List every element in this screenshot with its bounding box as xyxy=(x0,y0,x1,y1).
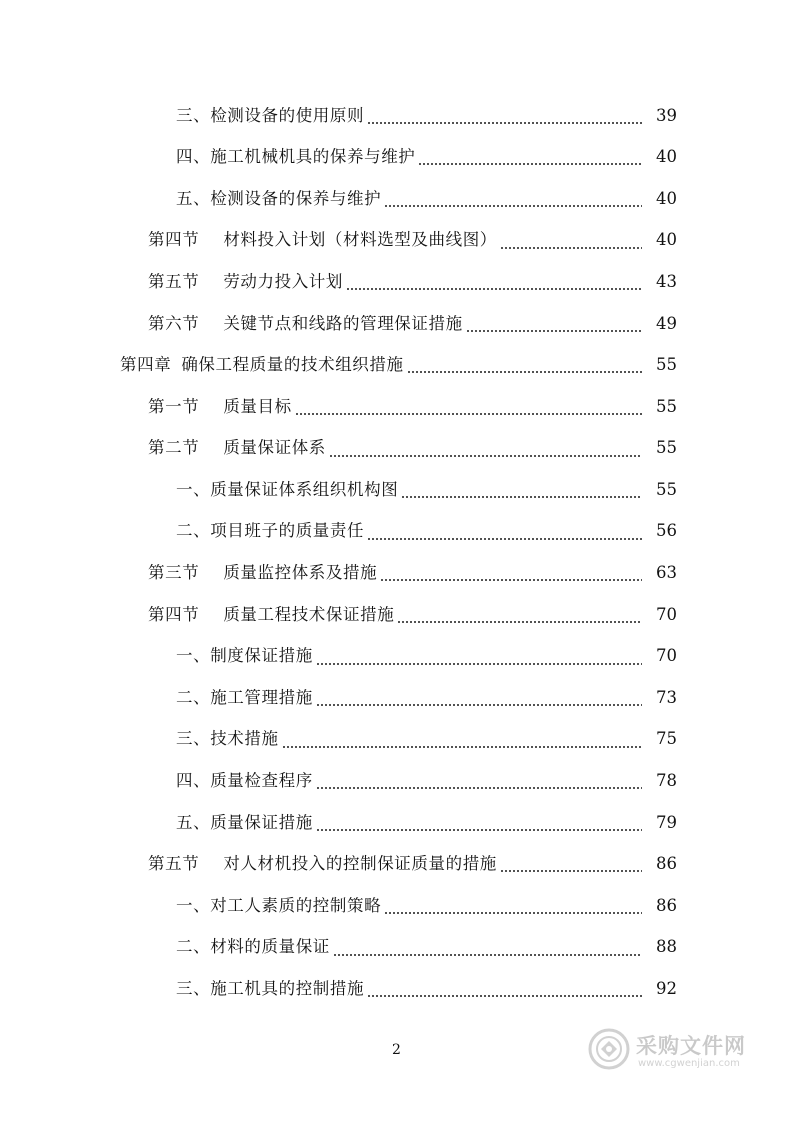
toc-entry[interactable] xyxy=(0,553,793,595)
watermark-title: 采购文件网 xyxy=(636,1034,746,1058)
toc-entry[interactable] xyxy=(0,345,793,387)
toc-dot-leader xyxy=(397,612,642,624)
toc-entry-page-number: 73 xyxy=(656,687,677,707)
toc-entry[interactable] xyxy=(0,968,793,1010)
toc-entry-text xyxy=(176,981,364,998)
toc-dot-leader xyxy=(384,196,642,208)
toc-entry-title: 质量目标 xyxy=(223,396,292,416)
toc-entry-page-number: 49 xyxy=(656,313,677,333)
toc-entry-page-number: 79 xyxy=(656,812,677,832)
toc-entry-page-number: 55 xyxy=(656,479,677,499)
toc-entry-prefix: 四、 xyxy=(176,147,211,167)
toc-entry-page-number: 88 xyxy=(656,937,677,957)
toc-entry-prefix: 第四章 xyxy=(120,355,172,375)
toc-entry-text xyxy=(148,565,377,582)
toc-entry-prefix: 二、 xyxy=(176,687,211,707)
toc-entry-page-number: 86 xyxy=(656,895,677,915)
toc-dot-leader xyxy=(418,154,642,166)
toc-entry-page-number: 75 xyxy=(656,729,677,749)
toc-entry[interactable] xyxy=(0,927,793,969)
toc-entry[interactable] xyxy=(0,719,793,761)
toc-entry-text xyxy=(176,648,313,665)
toc-entry[interactable] xyxy=(0,636,793,678)
toc-entry-prefix: 三、 xyxy=(176,729,211,749)
toc-entry-title: 检测设备的保养与维护 xyxy=(210,188,382,208)
toc-dot-leader xyxy=(380,570,642,582)
toc-dot-leader xyxy=(316,778,642,790)
toc-entry-prefix: 四、 xyxy=(176,771,211,791)
toc-entry-prefix: 第一节 xyxy=(148,396,200,416)
toc-entry-title: 检测设备的使用原则 xyxy=(210,105,365,125)
watermark-logo-icon xyxy=(588,1028,630,1070)
toc-entry-text xyxy=(148,313,463,333)
toc-dot-leader xyxy=(316,820,642,832)
toc-entry-prefix: 第四节 xyxy=(148,604,200,624)
toc-entry-text xyxy=(176,731,279,748)
toc-entry-text xyxy=(176,939,330,956)
toc-dot-leader xyxy=(367,529,642,541)
toc-dot-leader xyxy=(295,404,642,416)
toc-dot-leader xyxy=(346,279,642,291)
toc-entry-text xyxy=(176,895,382,915)
toc-entry-page-number: 63 xyxy=(656,563,677,583)
toc-entry-prefix: 第四节 xyxy=(148,230,200,250)
toc-dot-leader xyxy=(500,861,642,873)
toc-dot-leader xyxy=(329,446,642,458)
toc-entry-title: 质量监控体系及措施 xyxy=(223,563,378,583)
toc-dot-leader xyxy=(367,113,642,125)
toc-entry[interactable] xyxy=(0,261,793,303)
toc-entry[interactable] xyxy=(0,677,793,719)
toc-dot-leader xyxy=(401,487,642,499)
toc-entry-text xyxy=(148,604,395,624)
toc-entry[interactable] xyxy=(0,386,793,428)
toc-entry-text xyxy=(176,773,313,790)
toc-entry-prefix: 第三节 xyxy=(148,563,200,583)
toc-entry-page-number: 56 xyxy=(656,521,677,541)
toc-entry-text xyxy=(148,271,344,291)
toc-entry-page-number: 40 xyxy=(656,147,677,167)
toc-entry-prefix: 第二节 xyxy=(148,438,200,458)
toc-entry-text xyxy=(148,856,497,873)
toc-dot-leader xyxy=(500,238,642,250)
toc-entry[interactable] xyxy=(0,885,793,927)
toc-entry-title: 对工人素质的控制策略 xyxy=(210,895,382,915)
toc-entry-title: 技术措施 xyxy=(210,729,279,749)
toc-dot-leader xyxy=(316,695,642,707)
toc-entry-prefix: 一、 xyxy=(176,479,211,499)
toc-entry-title: 确保工程质量的技术组织措施 xyxy=(181,355,404,375)
toc-entry-page-number: 39 xyxy=(656,105,677,125)
toc-entry-title: 制度保证措施 xyxy=(210,646,313,666)
toc-entry-prefix: 五、 xyxy=(176,812,211,832)
toc-entry-prefix: 二、 xyxy=(176,521,211,541)
toc-dot-leader xyxy=(367,986,642,998)
toc-entry[interactable] xyxy=(0,511,793,553)
toc-entry-title: 对人材机投入的控制保证质量的措施 xyxy=(223,854,497,874)
toc-entry-text xyxy=(176,479,399,499)
toc-entry[interactable] xyxy=(0,802,793,844)
table-of-contents xyxy=(0,95,793,1010)
toc-entry-page-number: 70 xyxy=(656,604,677,624)
toc-entry-prefix: 五、 xyxy=(176,188,211,208)
toc-entry-page-number: 86 xyxy=(656,854,677,874)
toc-entry[interactable] xyxy=(0,844,793,886)
toc-entry-title: 关键节点和线路的管理保证措施 xyxy=(223,313,463,333)
toc-entry-page-number: 40 xyxy=(656,188,677,208)
toc-entry-prefix: 二、 xyxy=(176,937,211,957)
toc-entry-text xyxy=(176,687,313,707)
toc-entry-prefix: 一、 xyxy=(176,646,211,666)
toc-entry-title: 质量保证措施 xyxy=(210,812,313,832)
toc-entry[interactable] xyxy=(0,220,793,262)
toc-entry-page-number: 78 xyxy=(656,771,677,791)
toc-entry-title: 施工机具的控制措施 xyxy=(210,979,365,999)
toc-entry-page-number: 55 xyxy=(656,438,677,458)
toc-dot-leader xyxy=(282,737,642,749)
toc-entry-text xyxy=(120,357,404,374)
toc-entry-title: 质量检查程序 xyxy=(210,771,313,791)
toc-dot-leader xyxy=(316,654,642,666)
toc-entry-page-number: 55 xyxy=(656,355,677,375)
toc-entry[interactable] xyxy=(0,178,793,220)
toc-entry-title: 施工管理措施 xyxy=(210,687,313,707)
toc-entry-title: 质量保证体系 xyxy=(223,438,326,458)
toc-entry-text xyxy=(148,232,497,249)
toc-dot-leader xyxy=(384,903,642,915)
toc-entry[interactable] xyxy=(0,761,793,803)
toc-entry[interactable] xyxy=(0,95,793,137)
toc-dot-leader xyxy=(407,362,642,374)
page-number: 2 xyxy=(392,1042,401,1058)
toc-entry-title: 质量保证体系组织机构图 xyxy=(210,479,399,499)
toc-entry-title: 施工机械机具的保养与维护 xyxy=(210,147,416,167)
toc-entry-text xyxy=(148,440,326,457)
toc-entry-prefix: 三、 xyxy=(176,979,211,999)
toc-entry-text xyxy=(176,149,415,166)
toc-entry-page-number: 55 xyxy=(656,396,677,416)
toc-entry[interactable] xyxy=(0,428,793,470)
toc-entry-page-number: 43 xyxy=(656,271,677,291)
watermark-url: www.cgwenjian.com xyxy=(638,1058,740,1069)
toc-entry-page-number: 70 xyxy=(656,646,677,666)
toc-entry-text xyxy=(176,105,365,125)
toc-entry-title: 材料的质量保证 xyxy=(210,937,330,957)
watermark xyxy=(588,1026,788,1078)
toc-entry-title: 质量工程技术保证措施 xyxy=(223,604,395,624)
toc-entry-prefix: 一、 xyxy=(176,895,211,915)
toc-entry-text xyxy=(176,812,313,832)
toc-entry-title: 材料投入计划（材料选型及曲线图） xyxy=(223,230,497,250)
toc-entry-prefix: 三、 xyxy=(176,105,211,125)
toc-entry-prefix: 第六节 xyxy=(148,313,200,333)
toc-entry[interactable] xyxy=(0,137,793,179)
toc-entry-text xyxy=(176,523,364,540)
toc-entry-page-number: 92 xyxy=(656,979,677,999)
toc-entry[interactable] xyxy=(0,469,793,511)
toc-entry-title: 劳动力投入计划 xyxy=(223,271,344,291)
toc-dot-leader xyxy=(466,321,642,333)
toc-entry[interactable] xyxy=(0,594,793,636)
toc-entry-prefix: 第五节 xyxy=(148,854,200,874)
toc-dot-leader xyxy=(333,945,642,957)
toc-entry[interactable] xyxy=(0,303,793,345)
toc-entry-title: 项目班子的质量责任 xyxy=(210,521,365,541)
toc-entry-prefix: 第五节 xyxy=(148,271,200,291)
toc-entry-text xyxy=(176,188,382,208)
toc-entry-text xyxy=(148,396,292,416)
toc-entry-page-number: 40 xyxy=(656,230,677,250)
